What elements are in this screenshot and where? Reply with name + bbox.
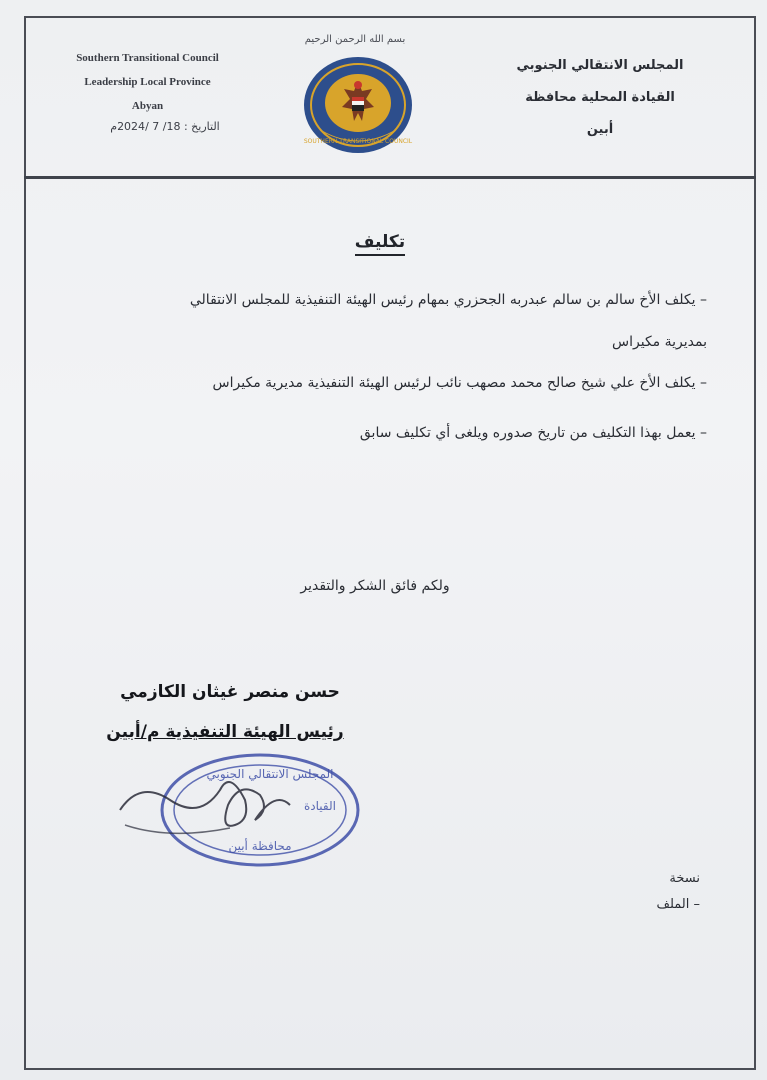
header-divider bbox=[24, 176, 756, 179]
paragraph-1-line-1: – يكلف الأخ سالم بن سالم عبدربه الجحزري بمهام رئيس الهيئة التنفيذية للمجلس الانتقالي bbox=[189, 292, 707, 308]
stamp-bottom-text: محافظة أبين bbox=[228, 839, 292, 853]
document-title-text: تكليف bbox=[355, 232, 405, 256]
copy-item-file: – الملف bbox=[656, 897, 700, 912]
copy-to-section bbox=[620, 866, 700, 918]
arabic-header-line-1: المجلس الانتقالي الجنوبي bbox=[516, 58, 684, 73]
paragraph-2: – يكلف الأخ علي شيخ صالح محمد مصهب نائب لرئيس الهيئة التنفيذية مديرية مكيراس bbox=[212, 375, 707, 391]
paragraph-3: – يعمل بهذا التكليف من تاريخ صدوره ويلغى أي تكليف سابق bbox=[359, 425, 707, 441]
emblem-text: SOUTHERN TRANSITIONAL COUNCIL bbox=[303, 138, 413, 145]
arabic-header-line-3: أبين bbox=[586, 122, 614, 137]
basmala: بسم الله الرحمن الرحيم bbox=[304, 34, 406, 45]
signatory-title: رئيس الهيئة التنفيذية م/أبين bbox=[106, 722, 344, 742]
letter-date: التاريخ : 18/ 7 /2024م bbox=[110, 120, 220, 133]
copy-label: نسخة bbox=[669, 871, 700, 886]
stamp-middle-text: القيادة bbox=[304, 799, 336, 813]
signatory-name: حسن منصر غيثان الكازمي bbox=[120, 682, 340, 702]
stamp-top-text: المجلس الانتقالي الجنوبي bbox=[206, 767, 334, 781]
document-title bbox=[300, 232, 460, 252]
handwritten-signature bbox=[120, 782, 290, 826]
official-stamp-icon bbox=[110, 730, 360, 880]
english-letterhead bbox=[40, 46, 255, 118]
english-header-line-3: Abyan bbox=[131, 100, 164, 112]
english-header-line-2: Leadership Local Province bbox=[84, 76, 211, 88]
closing-remark: ولكم فائق الشكر والتقدير bbox=[300, 578, 450, 594]
english-header-line-1: Southern Transitional Council bbox=[76, 52, 219, 64]
paragraph-1-line-2: بمديرية مكيراس bbox=[612, 334, 707, 350]
council-emblem-icon bbox=[302, 55, 414, 155]
arabic-header-line-2: القيادة المحلية محافظة bbox=[525, 90, 675, 105]
arabic-letterhead bbox=[480, 50, 720, 146]
